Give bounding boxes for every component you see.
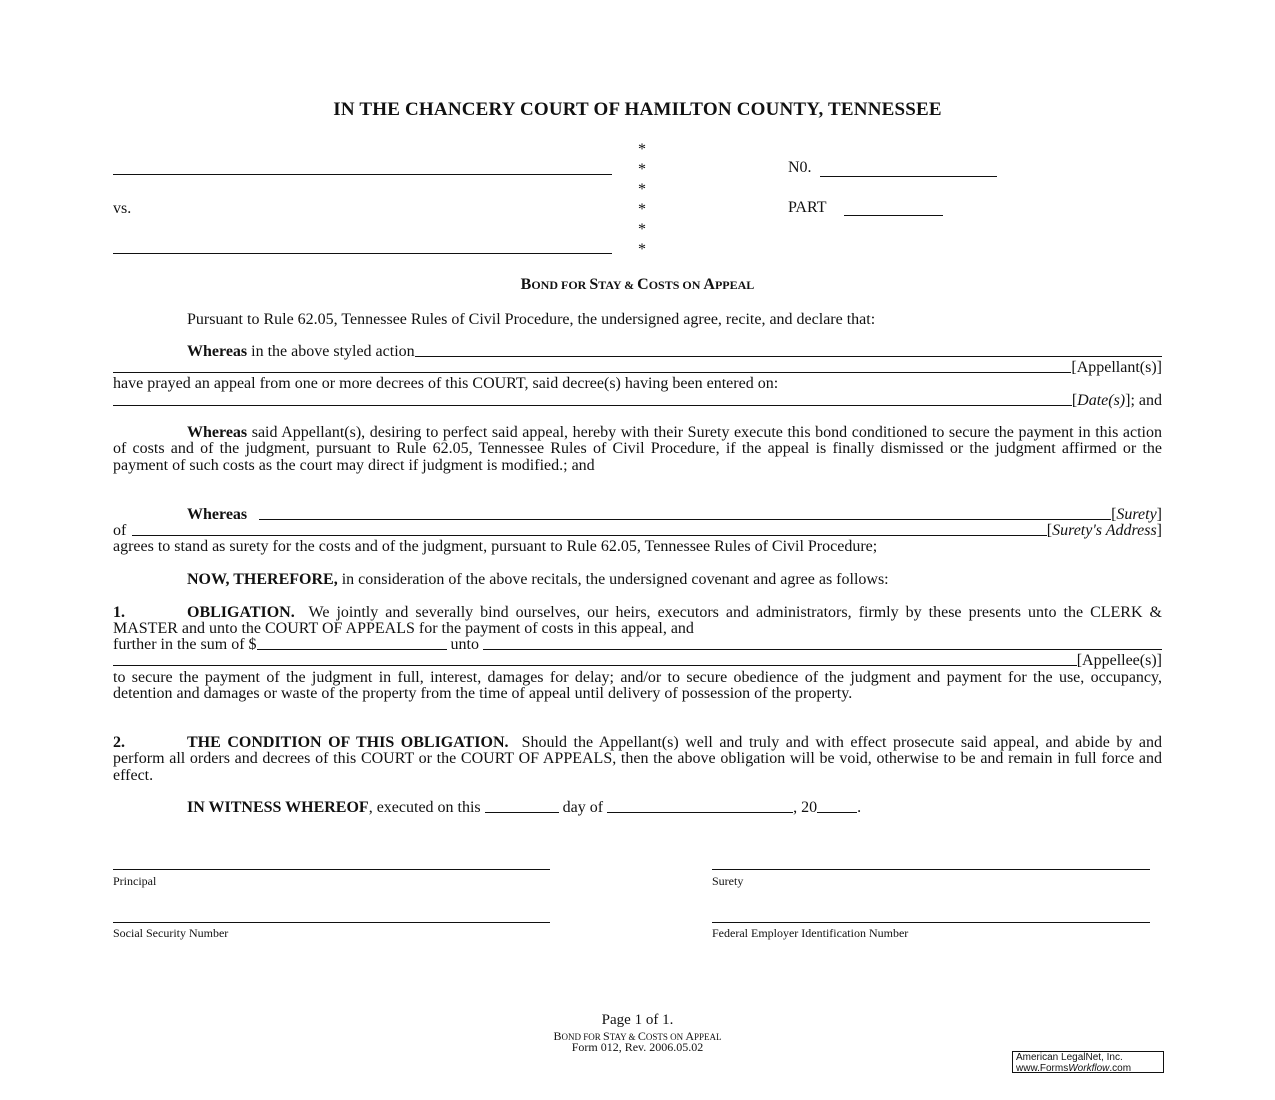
caption-star: * bbox=[638, 201, 646, 218]
case-number-field[interactable] bbox=[820, 176, 997, 177]
appellant-row: [Appellant(s)] bbox=[113, 360, 1162, 376]
footer-form-title: BOND FOR STAY & COSTS ON APPEAL bbox=[553, 1029, 722, 1043]
vs-label: vs. bbox=[113, 200, 132, 217]
legalnet-badge bbox=[1012, 1051, 1164, 1073]
appellee-row: [Appellee(s)] bbox=[113, 653, 1162, 669]
form-revision: Form 012, Rev. 2006.05.02 bbox=[571, 1040, 704, 1054]
defendant-line[interactable] bbox=[113, 253, 612, 254]
appellee-field[interactable] bbox=[113, 653, 1077, 666]
surety-field[interactable] bbox=[259, 507, 1111, 520]
condition-paragraph: 2. THE CONDITION OF THIS OBLIGATION. Should the Appellant(s) well and truly and with effect prosecute said appeal, and abide by and perform all orders and decrees of this COURT or the COURT OF APPEALS, then the above obligation will be void, otherwise to be and remain in full force and effect. bbox=[113, 734, 1166, 784]
caption-star: * bbox=[638, 221, 646, 238]
surety-address-row: of [ Surety's Address ] bbox=[113, 522, 1162, 539]
fein-label: Federal Employer Identification Number bbox=[712, 926, 909, 940]
now-therefore-paragraph: NOW, THEREFORE, in consideration of the above recitals, the undersigned covenant and agree as follows: bbox=[187, 571, 889, 588]
ssn-label: Social Security Number bbox=[113, 926, 229, 940]
caption-star: * bbox=[638, 181, 646, 198]
caption-star: * bbox=[638, 161, 646, 178]
principal-signature-line[interactable] bbox=[113, 869, 550, 870]
case-number-label: N0. bbox=[788, 159, 812, 176]
date-row: [ Date(s) ]; and bbox=[113, 393, 1162, 409]
witness-day-field[interactable] bbox=[485, 800, 559, 813]
appellant-field[interactable] bbox=[113, 360, 1071, 373]
witness-month-field[interactable] bbox=[607, 800, 793, 813]
unto-field[interactable] bbox=[483, 637, 1162, 650]
whereas-action-row: Whereas in the above styled action bbox=[113, 344, 1162, 360]
caption-star: * bbox=[638, 141, 646, 158]
badge-company: American LegalNet, Inc. bbox=[1016, 1052, 1123, 1063]
surety-agrees-line: agrees to stand as surety for the costs and of the judgment, pursuant to Rule 62.05, Tennessee Rules of Civil Procedure; bbox=[113, 538, 878, 555]
part-label: PART bbox=[788, 199, 827, 216]
principal-label: Principal bbox=[113, 874, 157, 888]
ssn-line[interactable] bbox=[113, 922, 550, 923]
surety-row: Whereas [ Surety ] bbox=[187, 506, 1162, 523]
date-field[interactable] bbox=[113, 393, 1072, 406]
action-field[interactable] bbox=[415, 344, 1162, 357]
fein-line[interactable] bbox=[712, 922, 1150, 923]
document-title: IN THE CHANCERY COURT OF HAMILTON COUNTY, TENNESSEE bbox=[333, 99, 942, 120]
intro-paragraph: Pursuant to Rule 62.05, Tennessee Rules of Civil Procedure, the undersigned agree, recite, and declare that: bbox=[187, 311, 876, 328]
page-number: Page 1 of 1. bbox=[601, 1012, 674, 1028]
witness-row: IN WITNESS WHEREOF , executed on this day of , 20 . bbox=[187, 799, 862, 816]
surety-address-field[interactable] bbox=[132, 523, 1046, 536]
witness-year-field[interactable] bbox=[817, 800, 857, 813]
whereas-appellant-paragraph: Whereas said Appellant(s), desiring to perfect said appeal, hereby with their Surety execute this bond conditioned to secure the payment in this action of costs and of the judgment, pursuant to Rule 62.05, Tennessee Rules of Civil Procedure, if the appeal is finally dismissed or the judgment affirmed or the payment of such costs as the court may direct if judgment is modified.; and bbox=[113, 424, 1162, 474]
obligation-rest-paragraph: to secure the payment of the judgment in full, interest, damages for delay; and/or to secure obedience of the judgment and payment for the use, occupancy, detention and damages or waste of the property from the time of appeal until delivery of possession of the property. bbox=[113, 669, 1162, 703]
obligation-paragraph: 1. OBLIGATION. We jointly and severally bind ourselves, our heirs, executors and administrators, firmly by these presents unto the CLERK & MASTER and unto the COURT OF APPEALS for the payment of costs in this appeal, and bbox=[113, 604, 1166, 638]
badge-url: www.FormsWorkflow.com bbox=[1016, 1062, 1132, 1074]
form-heading: BOND FOR STAY & COSTS ON APPEAL bbox=[520, 276, 755, 293]
appeal-line: have prayed an appeal from one or more decrees of this COURT, said decree(s) having been entered on: bbox=[113, 375, 779, 392]
plaintiff-line[interactable] bbox=[113, 174, 612, 175]
surety-label: Surety bbox=[712, 874, 744, 888]
surety-signature-line[interactable] bbox=[712, 869, 1150, 870]
caption-star: * bbox=[638, 241, 646, 258]
sum-field[interactable] bbox=[257, 637, 447, 650]
sum-row: further in the sum of $ unto bbox=[113, 637, 1162, 653]
part-field[interactable] bbox=[844, 215, 943, 216]
